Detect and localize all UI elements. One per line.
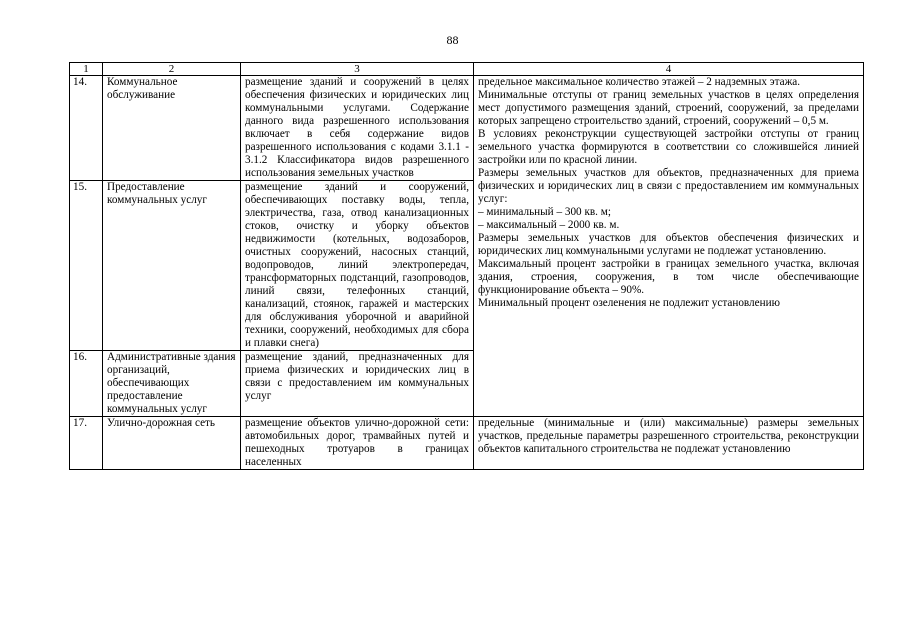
use-description: размещение зданий, предназначенных для приема физических и юридических лиц в связи с предоставлением им коммунальных услуг [241, 351, 474, 417]
header-col-2: 2 [103, 63, 241, 76]
param-max-size: – максимальный – 2000 кв. м. [478, 219, 620, 231]
use-name: Улично-дорожная сеть [103, 417, 241, 470]
use-description: размещение зданий и сооружений, обеспечивающих поставку воды, тепла, электричества, газа, отвод канализационных стоков, очистку и уборку объектов недвижимости (котельных, водозаборов, очистных сооружений, насосных станций, водопроводов, линий электропередач, трансформаторных подстанций, газопроводов, линий связи, телефонных станций, канализаций, стоянок, гаражей и мастерских для обслуживания уборочной и аварийной техники, сооружений, необходимых для сбора и плавки снега) [241, 181, 474, 351]
table-row [70, 417, 864, 470]
param-plot-sizes: Размеры земельных участков для объектов, предназначенных для приема физических и юридических лиц в связи с предоставлением им коммунальных услуг: [478, 167, 859, 205]
param-reconstruction: В условиях реконструкции существующей застройки отступы от границ земельного участка формируются в соответствии со сложившейся линией застройки или по красной линии. [478, 128, 859, 166]
page-number: 88 [446, 33, 459, 47]
table-row [70, 76, 864, 181]
land-use-table [69, 62, 864, 470]
param-min-size: – минимальный – 300 кв. м; [478, 206, 611, 218]
param-plot-sizes-utility: Размеры земельных участков для объектов обеспечения физических и юридических лиц коммунальными услугами не подлежат установлению. [478, 232, 859, 257]
param-min-greenery: Минимальный процент озеленения не подлежит установлению [478, 297, 780, 309]
use-description: размещение объектов улично-дорожной сети: автомобильных дорог, трамвайных путей и пешеходных тротуаров в границах населенных [241, 417, 474, 470]
row-number: 17. [70, 417, 103, 470]
param-max-coverage: Максимальный процент застройки в границах земельного участка, включая здания, строения, сооружения, в том числе обеспечивающие функционирование объекта – 90%. [478, 258, 859, 296]
header-col-1: 1 [70, 63, 103, 76]
use-parameters: предельные (минимальные и (или) максимальные) размеры земельных участков, предельные параметры разрешенного строительства, реконструкции объектов капитального строительства не подлежат установлению [474, 417, 864, 470]
row-number: 16. [70, 351, 103, 417]
table-header-row [70, 63, 864, 76]
param-floors: предельное максимальное количество этажей – 2 надземных этажа. [478, 76, 801, 88]
row-number: 15. [70, 181, 103, 351]
use-name: Коммунальное обслуживание [103, 76, 241, 181]
header-col-4: 4 [474, 63, 864, 76]
param-setbacks: Минимальные отступы от границ земельных участков в целях определения мест допустимого размещения зданий, строений, сооружений, за пределами которых запрещено строительство зданий, строений, сооружений – 0,5 м. [478, 89, 859, 127]
use-description: размещение зданий и сооружений в целях обеспечения физических и юридических лиц коммунальными услугами. Содержание данного вида разрешенного использования включает в себя содержание видов разрешенного использования с кодами 3.1.1 - 3.1.2 Классификатора видов разрешенного использования земельных участков [241, 76, 474, 181]
use-name: Предоставление коммунальных услуг [103, 181, 241, 351]
shared-parameters-cell [474, 76, 864, 417]
use-name: Административные здания организаций, обеспечивающих предоставление коммунальных услуг [103, 351, 241, 417]
header-col-3: 3 [241, 63, 474, 76]
row-number: 14. [70, 76, 103, 181]
